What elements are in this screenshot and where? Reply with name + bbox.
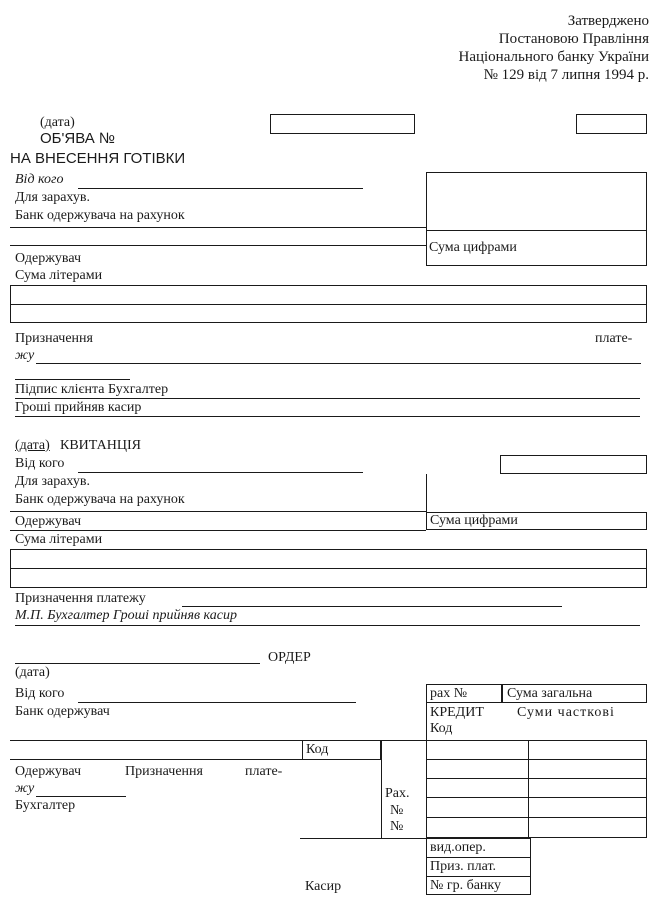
receipt-sum-words-divider [10, 568, 647, 569]
announcement-title-number: ОБ'ЯВА № [40, 130, 115, 147]
order-title: ОРДЕР [268, 650, 311, 665]
order-account-no-label: рах № [430, 686, 468, 701]
receipt-sum-digits-label: Сума цифрами [430, 513, 518, 528]
receipt-from-line[interactable] [78, 472, 363, 473]
announcement-bank-line-2[interactable] [10, 245, 426, 246]
announcement-sum-digits-label: Сума цифрами [429, 240, 517, 255]
announcement-cashier-underline [15, 416, 640, 417]
order-purpose-label: Призначення [125, 764, 203, 779]
announcement-purpose-line[interactable] [36, 363, 641, 364]
announcement-from-label: Від кого [15, 172, 64, 187]
order-purpose-label-end: плате- [245, 764, 283, 779]
announcement-credit-label: Для зарахув. [15, 190, 91, 205]
receipt-number-field[interactable] [500, 455, 647, 474]
order-bottom-left-line [300, 838, 426, 839]
order-bank-label: Банк одержувач [15, 704, 110, 719]
order-from-label: Від кого [15, 686, 65, 701]
announcement-signature-underline [15, 398, 640, 399]
receipt-sum-box-left [426, 474, 427, 514]
receipt-date-label: (дата) [15, 438, 50, 453]
receipt-sum-words-label: Сума літерами [15, 532, 103, 547]
announcement-number-field[interactable] [576, 114, 647, 134]
order-recipient-label: Одержувач [15, 764, 82, 779]
approval-block [459, 12, 650, 84]
approval-line-2: Постановою Правління [498, 31, 649, 47]
order-purpose-label-cont: жу [15, 781, 35, 796]
order-code-label-right: Код [430, 721, 453, 736]
announcement-sum-box-divider [426, 230, 647, 231]
announcement-sum-words-label: Сума літерами [15, 268, 103, 283]
approval-line-4: № 129 від 7 липня 1994 р. [483, 67, 649, 83]
order-code-row-line [10, 759, 302, 760]
receipt-purpose-label: Призначення платежу [15, 591, 146, 606]
order-code-label-left: Код [306, 742, 329, 757]
order-grid-col-divider [528, 740, 529, 838]
receipt-footer-underline [15, 625, 640, 626]
order-account-col-line3: № [390, 819, 404, 834]
order-grid-row-2 [426, 778, 647, 779]
order-bank-group-label: № гр. банку [430, 878, 502, 893]
order-payment-purpose-label: Приз. плат. [430, 859, 497, 874]
announcement-sum-words-divider [10, 304, 647, 305]
order-operation-type-label: вид.опер. [430, 840, 486, 855]
order-date-line[interactable] [15, 663, 260, 664]
receipt-bank-label: Банк одержувача на рахунок [15, 492, 185, 507]
announcement-title: НА ВНЕСЕННЯ ГОТІВКИ [10, 150, 186, 167]
receipt-footer-label: М.П. Бухгалтер Гроші прийняв касир [15, 608, 237, 623]
receipt-credit-label: Для зарахув. [15, 474, 91, 489]
order-grid-row-4 [426, 817, 647, 818]
order-partial-sums-label: Суми часткові [517, 705, 615, 720]
receipt-from-label: Від кого [15, 456, 65, 471]
order-account-col-left [381, 740, 382, 838]
order-total-sum-label: Сума загальна [507, 686, 593, 701]
order-accountant-label: Бухгалтер [15, 798, 76, 813]
announcement-signature-label: Підпис клієнта Бухгалтер [15, 382, 169, 397]
order-partial-sums-grid[interactable] [426, 740, 647, 838]
receipt-title: КВИТАНЦІЯ [60, 438, 141, 453]
approval-line-3: Національного банку України [458, 49, 649, 65]
receipt-recipient-label: Одержувач [15, 514, 82, 529]
approval-line-1: Затверджено [567, 13, 649, 29]
announcement-date-field[interactable] [270, 114, 415, 134]
announcement-from-line[interactable] [78, 188, 363, 189]
announcement-bank-label: Банк одержувача на рахунок [15, 208, 185, 223]
announcement-purpose-label-end: плате- [595, 331, 633, 346]
order-bottom-row-2 [426, 876, 531, 877]
order-credit-label: КРЕДИТ [430, 705, 484, 720]
order-account-col-line2: № [390, 803, 404, 818]
announcement-purpose-label-cont: жу [15, 348, 35, 363]
receipt-bank-line[interactable] [10, 511, 426, 512]
announcement-bank-line[interactable] [10, 227, 426, 228]
order-from-line[interactable] [78, 702, 356, 703]
receipt-recipient-line[interactable] [10, 530, 426, 531]
receipt-purpose-line[interactable] [182, 606, 562, 607]
order-purpose-line[interactable] [36, 796, 126, 797]
order-grid-row-1 [426, 759, 647, 760]
announcement-recipient-label: Одержувач [15, 251, 82, 266]
order-cashier-label: Касир [305, 879, 342, 894]
announcement-purpose-label: Призначення [15, 331, 93, 346]
announcement-signature-line[interactable] [15, 379, 130, 380]
order-account-col-line1: Рах. [385, 786, 410, 801]
order-grid-row-3 [426, 797, 647, 798]
announcement-cashier-label: Гроші прийняв касир [15, 400, 142, 415]
announcement-date-label: (дата) [40, 115, 75, 130]
order-bottom-row-1 [426, 857, 531, 858]
order-date-label: (дата) [15, 665, 50, 680]
